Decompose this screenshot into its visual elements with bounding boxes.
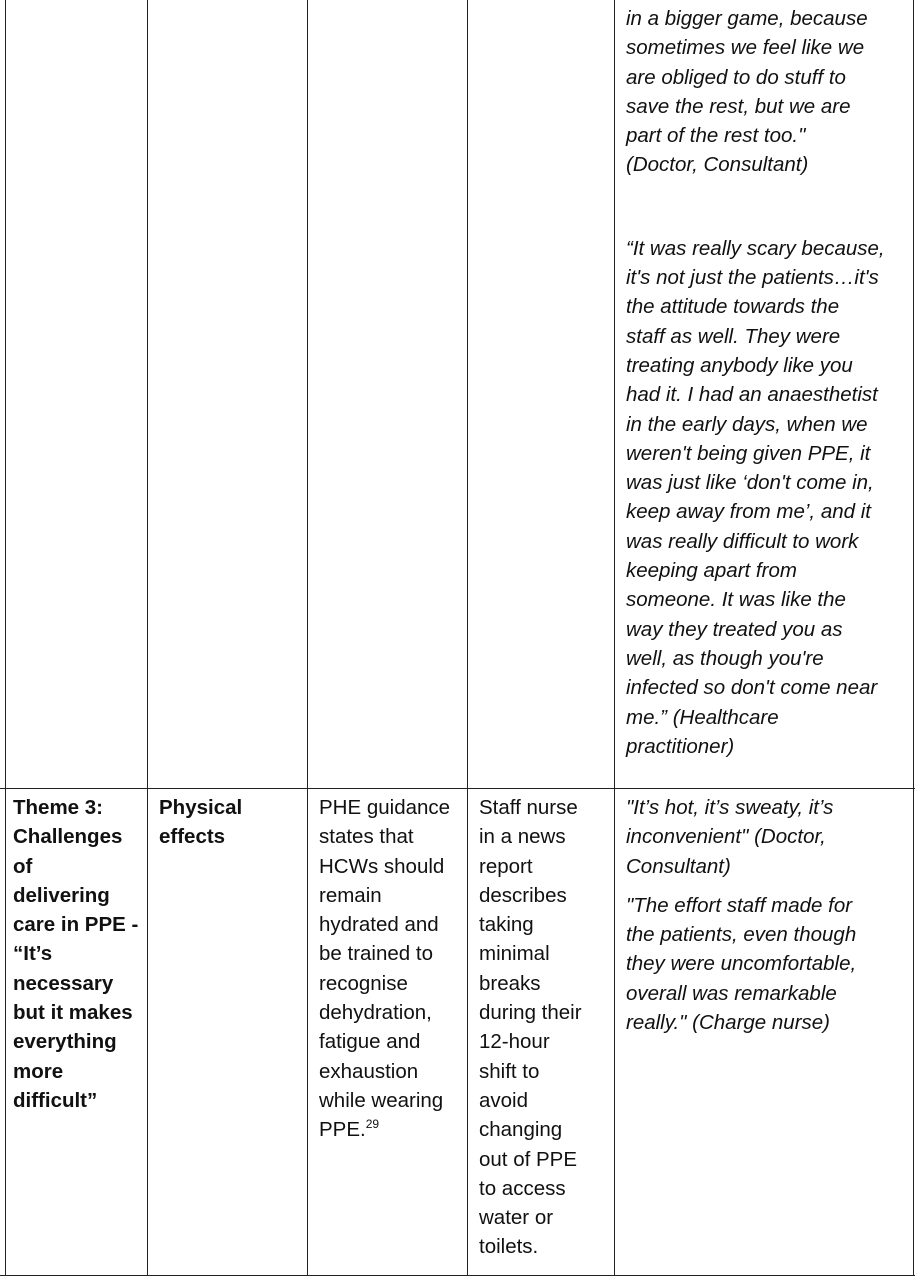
theme-line: more — [13, 1059, 64, 1083]
quote-line: infected so don't come near — [626, 676, 878, 700]
guidance-line: states that — [319, 825, 414, 849]
quote-line: save the rest, but we are — [626, 94, 851, 118]
column-border — [147, 0, 148, 1276]
quote-line: the attitude towards the — [626, 295, 840, 319]
guidance-line — [319, 1115, 450, 1144]
quote-line: me.” (Healthcare — [626, 705, 779, 729]
guidance-line: HCWs should — [319, 854, 445, 878]
bottom-quotes-cell — [626, 793, 856, 1037]
news-line: breaks — [479, 971, 541, 995]
row-border — [0, 788, 915, 789]
theme-line: necessary — [13, 971, 114, 995]
theme-line: of — [13, 854, 33, 878]
theme-line: “It’s — [13, 942, 53, 966]
theme-line: but it makes — [13, 1001, 133, 1025]
news-line: during their — [479, 1001, 582, 1025]
quote-line: “It was really scary because, — [626, 236, 885, 260]
news-cell — [479, 793, 582, 1262]
column-border — [614, 0, 615, 1276]
subtheme-cell — [159, 793, 242, 852]
theme-line: Challenges — [13, 825, 123, 849]
quote-line: treating anybody like you — [626, 353, 853, 377]
quote-line: was really difficult to work — [626, 529, 859, 553]
news-line: in a news — [479, 825, 566, 849]
quote-line: well, as though you're — [626, 646, 824, 670]
quote-line: (Doctor, Consultant) — [626, 153, 809, 177]
reference-number: 29 — [365, 1117, 380, 1132]
guidance-cell — [319, 793, 450, 1145]
theme-line: delivering — [13, 883, 110, 907]
news-line: water or — [479, 1206, 554, 1230]
quote-line: Consultant) — [626, 854, 731, 878]
column-border — [467, 0, 468, 1276]
guidance-line: recognise — [319, 971, 408, 995]
top-quotes-cell — [626, 4, 885, 761]
theme-line: difficult” — [13, 1088, 98, 1112]
quote-line: the patients, even though — [626, 923, 857, 947]
news-line: changing — [479, 1118, 563, 1142]
news-line: minimal — [479, 942, 550, 966]
column-border — [307, 0, 308, 1276]
quote-line: are obliged to do stuff to — [626, 65, 846, 89]
theme-line: care in PPE - — [13, 913, 139, 937]
quote-line: overall was remarkable — [626, 981, 837, 1005]
news-line: toilets. — [479, 1235, 539, 1259]
quote-line: inconvenient" (Doctor, — [626, 825, 826, 849]
quote-line: "The effort staff made for — [626, 893, 853, 917]
guidance-line: while wearing — [319, 1088, 444, 1112]
quote-line: was just like ‘don't come in, — [626, 471, 874, 495]
guidance-line: remain — [319, 883, 382, 907]
subtheme-line: effects — [159, 825, 226, 849]
quote-line: "It’s hot, it’s sweaty, it’s — [626, 796, 834, 819]
quote-line: part of the rest too." — [626, 124, 806, 148]
theme-cell — [13, 793, 138, 1115]
quote-line: it's not just the patients…it's — [626, 266, 879, 290]
quote-line: someone. It was like the — [626, 588, 846, 612]
guidance-line: exhaustion — [319, 1059, 419, 1083]
quote-line: in the early days, when we — [626, 412, 868, 436]
news-line: to access — [479, 1176, 566, 1200]
theme-line: Theme 3: — [13, 796, 103, 819]
news-line: report — [479, 854, 533, 878]
column-border — [913, 0, 914, 1276]
guidance-line: PHE guidance — [319, 796, 451, 819]
row-border — [0, 1275, 915, 1276]
quote-line: had it. I had an anaesthetist — [626, 383, 878, 407]
news-line: 12-hour — [479, 1030, 550, 1054]
news-line: shift to — [479, 1059, 540, 1083]
quote-line: keeping apart from — [626, 559, 797, 583]
theme-line: everything — [13, 1030, 117, 1054]
guidance-line: be trained to — [319, 942, 433, 966]
quote-line: they were uncomfortable, — [626, 952, 857, 976]
news-line: out of PPE — [479, 1147, 578, 1171]
quote-line: weren't being given PPE, it — [626, 441, 871, 465]
quote-line: really." (Charge nurse) — [626, 1011, 830, 1035]
column-border — [5, 0, 6, 1276]
quote-line: staff as well. They were — [626, 324, 841, 348]
news-line: taking — [479, 913, 534, 937]
quote-line: in a bigger game, because — [626, 7, 868, 30]
guidance-line: dehydration, — [319, 1001, 432, 1025]
news-line: Staff nurse — [479, 796, 578, 819]
news-line: avoid — [479, 1088, 529, 1112]
quote-line: way they treated you as — [626, 617, 843, 641]
quote-line: sometimes we feel like we — [626, 36, 865, 60]
news-line: describes — [479, 883, 567, 907]
subtheme-line: Physical — [159, 796, 243, 819]
quote-line: practitioner) — [626, 734, 735, 758]
quote-line: keep away from me’, and it — [626, 500, 871, 524]
guidance-line: fatigue and — [319, 1030, 421, 1054]
guidance-last-text: PPE. — [319, 1118, 366, 1142]
guidance-line: hydrated and — [319, 913, 439, 937]
